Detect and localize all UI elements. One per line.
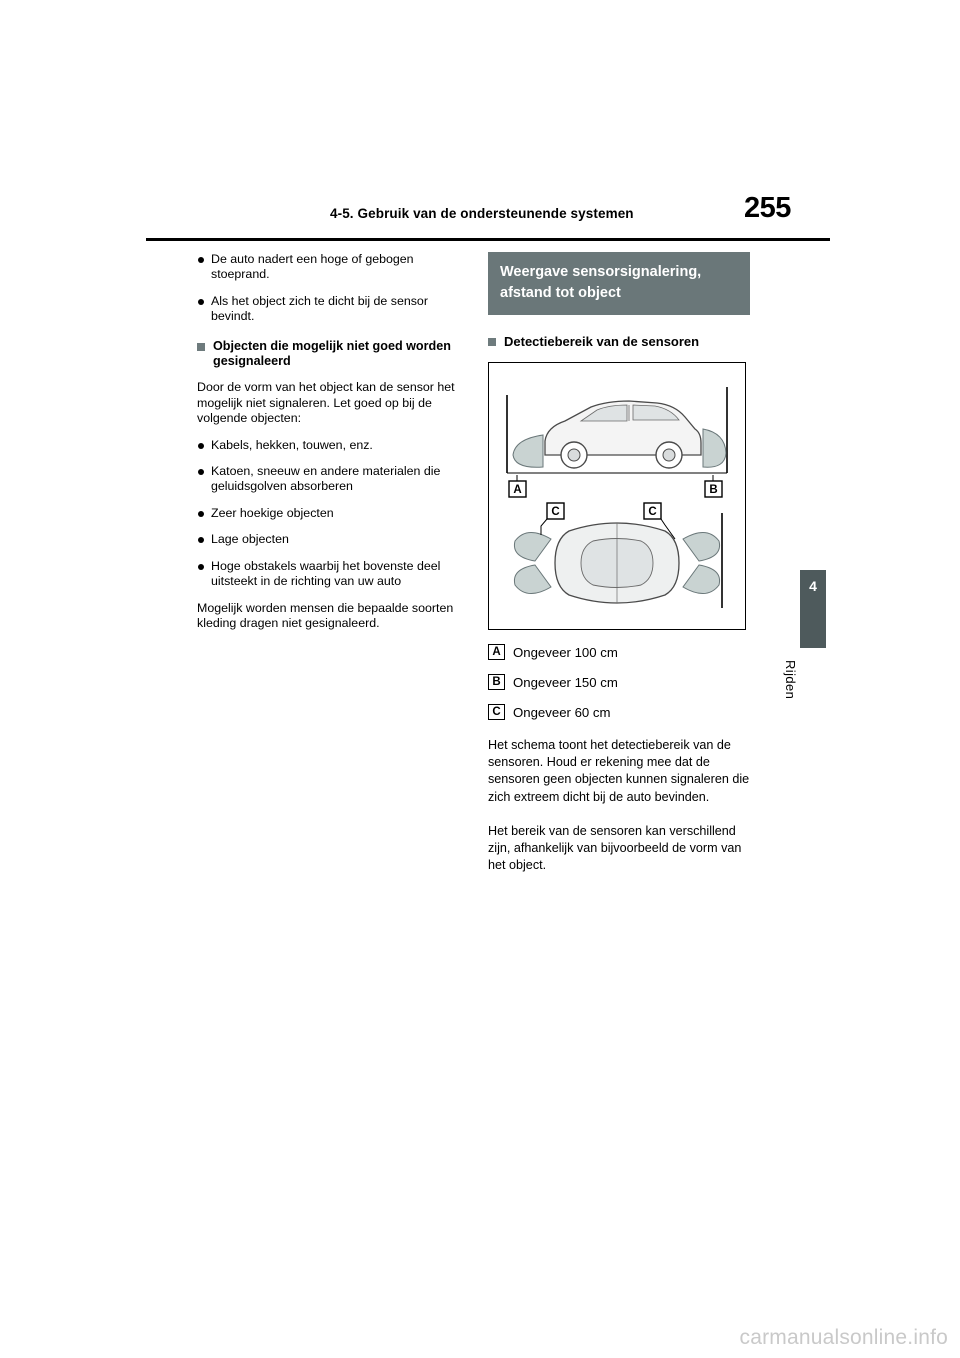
svg-text:C: C xyxy=(648,506,657,518)
body-paragraph: Het bereik van de sensoren kan verschillend zijn, afhankelijk van bijvoorbeeld de vorm van het object. xyxy=(488,823,742,873)
svg-text:C: C xyxy=(551,506,560,518)
legend-key-c: C xyxy=(488,704,505,720)
legend-text-b: Ongeveer 150 cm xyxy=(513,674,618,690)
chapter-tab-label: Rijden xyxy=(783,660,798,700)
legend-key-a: A xyxy=(488,644,505,660)
page-header-title: 4-5. Gebruik van de ondersteunende systemen xyxy=(330,206,634,221)
legend-text-c: Ongeveer 60 cm xyxy=(513,704,611,720)
list-item: Hoge obstakels waarbij het bovenste deel uitsteekt in de richting van uw auto xyxy=(197,559,470,590)
legend-item-c xyxy=(488,704,750,720)
subsection-heading: Detectiebereik van de sensoren xyxy=(488,334,750,350)
right-column xyxy=(488,252,750,874)
legend-item-b xyxy=(488,674,750,690)
footer-watermark: carmanualsonline.info xyxy=(739,1326,948,1349)
chapter-tab-number: 4 xyxy=(809,578,817,594)
list-item: Lage objecten xyxy=(197,532,470,547)
body-paragraph: Mogelijk worden mensen die bepaalde soorten kleding dragen niet gesignaleerd. xyxy=(197,600,454,630)
left-column xyxy=(197,252,470,642)
legend-key-b: B xyxy=(488,674,505,690)
svg-text:A: A xyxy=(513,484,522,496)
body-paragraph: Door de vorm van het object kan de sensor het mogelijk niet signaleren. Let goed op bij de volgende objecten: xyxy=(197,380,455,426)
list-item: De auto nadert een hoge of gebogen stoeprand. xyxy=(197,252,470,283)
page-number: 255 xyxy=(744,192,791,224)
subsection-heading: Objecten die mogelijk niet goed worden gesignaleerd xyxy=(197,339,470,370)
header-divider xyxy=(146,238,830,241)
list-item: Zeer hoekige objecten xyxy=(197,506,470,521)
svg-text:B: B xyxy=(709,484,718,496)
section-title-box: Weergave sensorsignalering, afstand tot object xyxy=(488,252,750,315)
list-item: Katoen, sneeuw en andere materialen die geluidsgolven absorberen xyxy=(197,464,470,495)
legend-item-a xyxy=(488,644,750,660)
list-item: Kabels, hekken, touwen, enz. xyxy=(197,438,470,453)
body-paragraph: Het schema toont het detectiebereik van de sensoren. Houd er rekening mee dat de sensoren geen objecten kunnen signaleren die zich extreem dicht bij de auto bevinden. xyxy=(488,738,750,804)
sensor-range-illustration xyxy=(489,363,745,629)
sensor-range-diagram xyxy=(488,362,746,630)
legend-text-a: Ongeveer 100 cm xyxy=(513,644,618,660)
list-item: Als het object zich te dicht bij de sensor bevindt. xyxy=(197,294,470,325)
objects-list xyxy=(197,438,470,590)
